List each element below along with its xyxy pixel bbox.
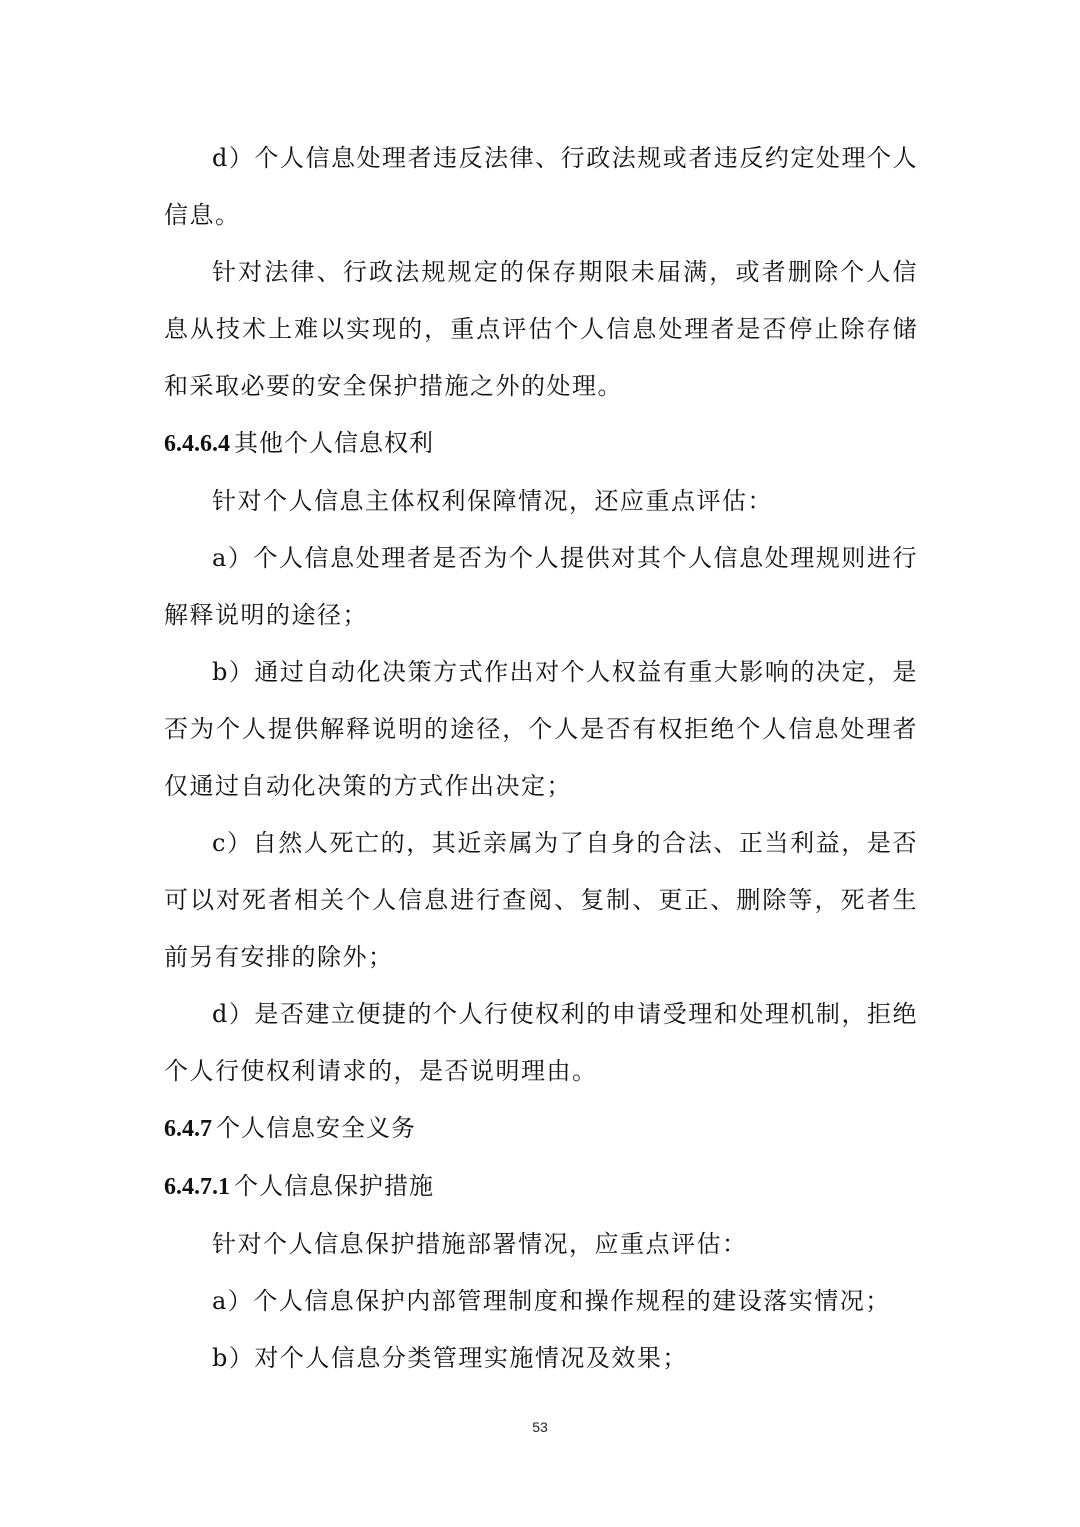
list-item-c-deceased: c）自然人死亡的，其近亲属为了自身的合法、正当利益，是否可以对死者相关个人信息进行查阅、复制、更正、删除等，死者生前另有安排的除外； (164, 829, 918, 971)
paragraph-intro-measures: 针对个人信息保护措施部署情况，应重点评估： (212, 1230, 748, 1258)
list-item-a-explanation: a）个人信息处理者是否为个人提供对其个人信息处理规则进行解释说明的途径； (164, 544, 918, 629)
section-number: 6.4.7.1 (164, 1174, 230, 1200)
list-item-b-classification: b）对个人信息分类管理实施情况及效果； (212, 1344, 688, 1372)
page-number: 53 (532, 1419, 548, 1435)
section-heading-6-4-6-4 (164, 415, 918, 473)
paragraph-item-d-violation: d）个人信息处理者违反法律、行政法规或者违反约定处理个人信息。 (164, 144, 918, 229)
section-heading-6-4-7 (164, 1100, 918, 1158)
paragraph-intro-rights: 针对个人信息主体权利保障情况，还应重点评估： (212, 487, 773, 515)
list-item-a-internal-rules: a）个人信息保护内部管理制度和操作规程的建设落实情况； (212, 1287, 891, 1315)
list-item-b-automated-decision: b）通过自动化决策方式作出对个人权益有重大影响的决定，是否为个人提供解释说明的途径，个人是否有权拒绝个人信息处理者仅通过自动化决策的方式作出决定； (164, 658, 918, 800)
paragraph-retention-period: 针对法律、行政法规规定的保存期限未届满，或者删除个人信息从技术上难以实现的，重点评估个人信息处理者是否停止除存储和采取必要的安全保护措施之外的处理。 (164, 258, 918, 400)
list-item-d-request-mechanism: d）是否建立便捷的个人行使权利的申请受理和处理机制，拒绝个人行使权利请求的，是否说明理由。 (164, 1000, 918, 1085)
body-text (164, 130, 918, 1387)
section-title: 个人信息保护措施 (234, 1172, 434, 1200)
section-heading-6-4-7-1 (164, 1158, 918, 1216)
section-title: 其他个人信息权利 (234, 429, 434, 457)
section-number: 6.4.7 (164, 1116, 212, 1142)
section-number: 6.4.6.4 (164, 431, 230, 457)
section-title: 个人信息安全义务 (216, 1114, 416, 1142)
